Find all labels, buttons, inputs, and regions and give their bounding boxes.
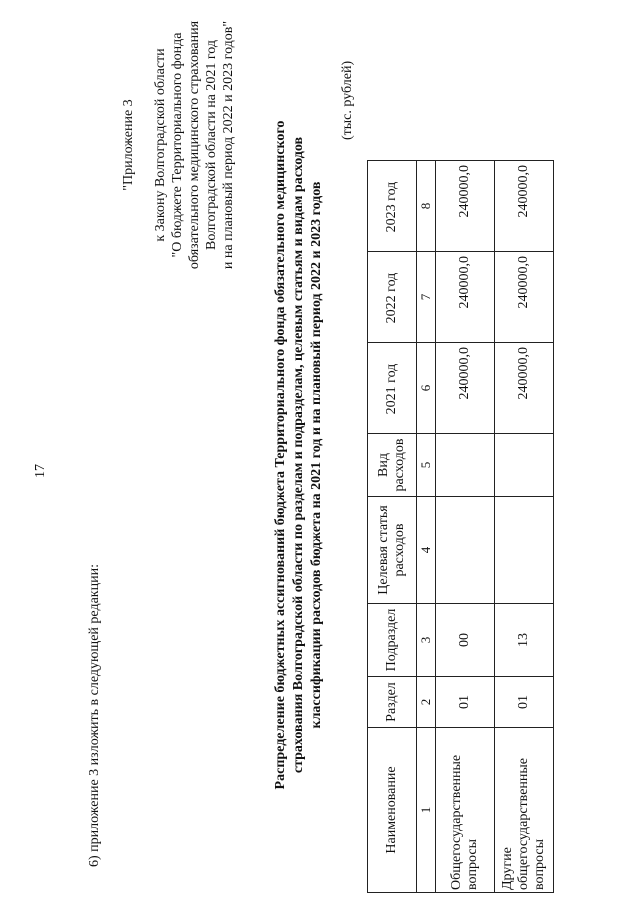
row-amount-2021: 240000,0 [436,343,495,434]
appendix-line: к Закону Волгоградской области [153,48,168,242]
header-cell: Раздел [368,677,417,728]
header-cell: Вид расходов [368,434,417,497]
appendix-title: "Приложение 3 [121,99,136,191]
header-cell: 2023 год [368,161,417,252]
table-row [436,161,495,893]
row-subsection: 13 [495,604,554,677]
row-section: 01 [495,677,554,728]
appendix-line: "О бюджете Территориального фонда [170,32,185,258]
heading-line: Распределение бюджетных ассигнований бюджета Территориального фонда обязательного медицинского [273,120,288,790]
column-number: 8 [417,161,436,252]
appendix-line: Волгоградской области на 2021 год [204,39,219,251]
header-cell: Подраздел [368,604,417,677]
header-cell: 2022 год [368,252,417,343]
row-subsection: 00 [436,604,495,677]
intro-text: 6) приложение 3 изложить в следующей редакции: [87,564,102,867]
row-name: Другие общегосударственные вопросы [495,728,554,893]
column-number: 7 [417,252,436,343]
units-label: (тыс. рублей) [340,60,355,140]
row-expense-type [495,434,554,497]
column-number: 5 [417,434,436,497]
row-target-article [495,497,554,604]
budget-table [367,160,554,893]
row-amount-2022: 240000,0 [495,252,554,343]
heading-line: классификации расходов бюджета на 2021 год и на плановый период 2022 и 2023 годов [309,181,324,729]
document-heading [272,45,326,865]
row-amount-2023: 240000,0 [436,161,495,252]
row-target-article [436,497,495,604]
appendix-line: и на плановый период 2022 и 2023 годов" [221,20,236,270]
column-number: 6 [417,343,436,434]
row-amount-2023: 240000,0 [495,161,554,252]
appendix-line: обязательного медицинского страхования [187,20,202,270]
table-header-row [368,161,417,893]
column-number: 3 [417,604,436,677]
row-amount-2021: 240000,0 [495,343,554,434]
column-number-row [417,161,436,893]
page-number: 17 [33,464,48,478]
header-cell: Наименование [368,728,417,893]
row-section: 01 [436,677,495,728]
table-row [495,161,554,893]
appendix-block [120,0,237,305]
header-cell: 2021 год [368,343,417,434]
column-number: 1 [417,728,436,893]
header-cell: Целевая статья расходов [368,497,417,604]
row-name: Общегосударственные вопросы [436,728,495,893]
row-expense-type [436,434,495,497]
heading-line: страхования Волгоградской области по разделам и подразделам, целевым статьям и видам расходов [291,136,306,774]
row-amount-2022: 240000,0 [436,252,495,343]
column-number: 2 [417,677,436,728]
column-number: 4 [417,497,436,604]
